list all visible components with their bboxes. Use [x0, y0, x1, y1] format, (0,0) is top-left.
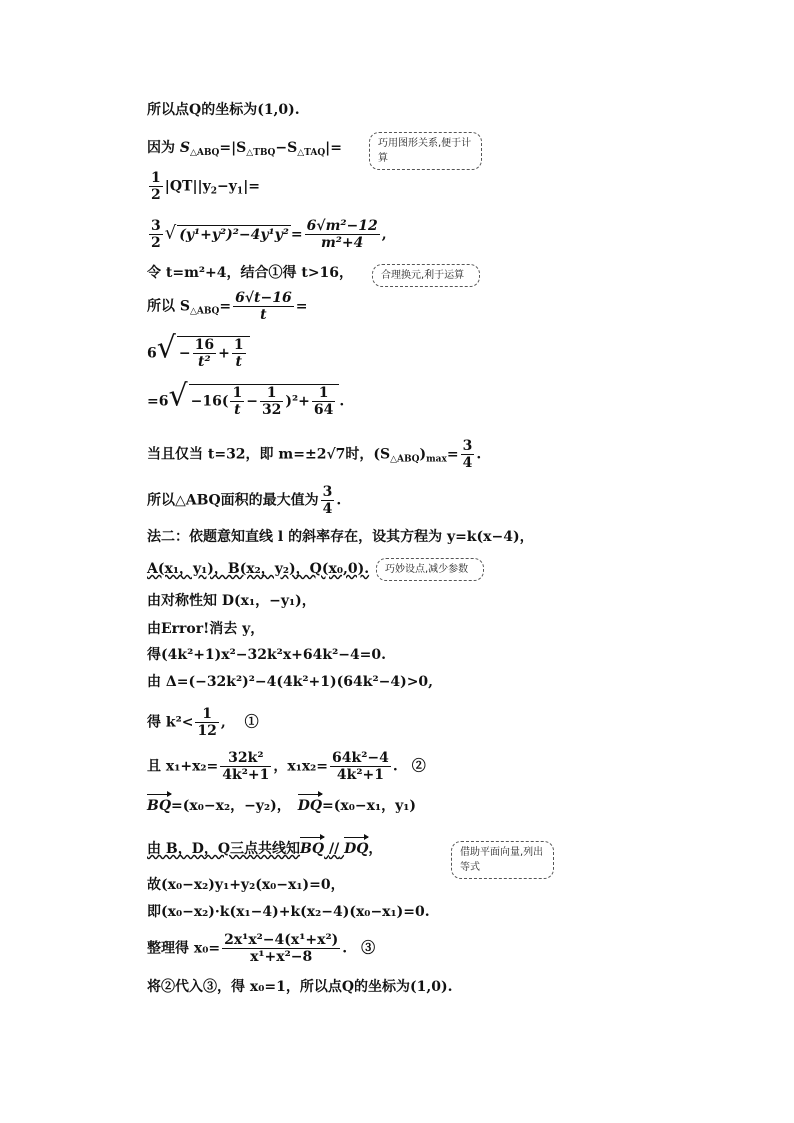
- text-line: 故(x₀−x₂)y₁+y₂(x₀−x₁)=0，: [147, 877, 345, 893]
- formula-line: 所以△ABQ面积的最大值为 $\frac{3}{4}$ .: [147, 484, 342, 517]
- text-line: A(x₁，y₁)，B(x₂，y₂)，Q(x₀,0).: [147, 561, 370, 577]
- text-line: 由 Δ=(−32k²)²−4(4k²+1)(64k²−4)>0,: [147, 674, 434, 690]
- area-relation-line: [147, 139, 342, 162]
- text-line: 即(x₀−x₂)·k(x₁−4)+k(x₂−4)(x₀−x₁)=0.: [147, 904, 430, 920]
- formula-line: 当且仅当 t=32，即 m=±2√7时，$(S_{\triangle ABQ})_{max}=$ $\frac{3}{4}$ .: [147, 438, 482, 471]
- formula-line: 得 k²< $\frac{1}{12}$ , ①: [147, 706, 259, 739]
- formula-line: $\frac{3}{2}$ √ (y¹+y²)²−4y¹y² = $\frac{\text{6√m²−12}}{\text{m²+4}}$ ,: [151, 218, 387, 251]
- margin-note: 借助平面向量,列出等式: [451, 841, 554, 879]
- var: S: [179, 140, 190, 156]
- formula-line: 由 B，D，Q三点共线知BQ // DQ，: [147, 841, 383, 857]
- radicand: (y¹+y²)²−4y¹y²: [179, 226, 289, 243]
- text-line: 法二：依题意知直线 l 的斜率存在，设其方程为 y=k(x−4)，: [147, 529, 534, 545]
- text-line: 得(4k²+1)x²−32k²x+64k²−4=0.: [147, 647, 387, 663]
- text: =|S: [219, 140, 247, 156]
- margin-note: 巧用图形关系,便于计算: [369, 132, 482, 170]
- text: |=: [325, 140, 342, 156]
- formula-line: BQ=(x₀−x₂，−y₂)， DQ=(x₀−x₁，y₁): [147, 798, 416, 814]
- margin-note: 巧妙设点,减少参数: [376, 558, 484, 581]
- formula-line: 所以 $S_{\triangle ABQ}=$ $\frac{6√t-16}{t}$ =: [147, 290, 308, 323]
- formula-line: =6√ −16( $\frac{1}{t}$ − $\frac{1}{32}$ )²+ $\frac{1}{64}$ .: [147, 378, 345, 418]
- subscript: △TAQ: [297, 148, 326, 158]
- text-line: 由对称性知 D(x₁，−y₁)，: [147, 593, 316, 609]
- text-line: 将②代入③，得 x₀=1，所以点Q的坐标为(1,0).: [147, 979, 453, 995]
- text-line: 所以点Q的坐标为(1,0).: [147, 102, 300, 118]
- text-line: 令 t=m²+4，结合①得 t>16，: [147, 265, 354, 281]
- fraction: $\frac{\text{6√m²−12}}{\text{m²+4}}$: [306, 218, 378, 251]
- margin-note: 合理换元,利于运算: [372, 264, 480, 287]
- formula-line: 6√ − $\frac{16}{\text{t²}}$ + $\frac{1}{t}$: [147, 336, 250, 370]
- text-line: 由Error!消去 y，: [147, 621, 265, 637]
- subscript: △ABQ: [190, 148, 220, 158]
- fraction: $\frac{1}{2}$: [151, 170, 161, 203]
- fraction: $\frac{3}{2}$: [151, 218, 161, 251]
- vector: DQ: [297, 798, 323, 814]
- text: −S: [275, 140, 298, 156]
- formula-line: 且 x₁+x₂= $\frac{\text{32k²}}{\text{4k²+1}}$ ，x₁x₂= $\frac{\text{64k²−4}}{\text{4k²+1}}$ . ②: [147, 750, 426, 783]
- formula-line: 整理得 x₀= $\frac{\text{2x¹x²−4(x¹+x²)}}{\text{x¹+x²−8}}$ . ③: [147, 932, 376, 965]
- fraction: $\frac{6√t-16}{t}$: [235, 290, 292, 323]
- text: 因为: [147, 140, 175, 156]
- radicand: −16( $\frac{1}{t}$ − $\frac{1}{32}$ )²+ $\frac{1}{64}$: [189, 384, 340, 418]
- vector: BQ: [147, 798, 172, 814]
- formula-line: $\frac{1}{2}$ $|QT||y_2-y_1|=$: [151, 170, 261, 203]
- radicand: − $\frac{16}{\text{t²}}$ + $\frac{1}{t}$: [177, 336, 250, 370]
- subscript: △TBQ: [246, 148, 276, 158]
